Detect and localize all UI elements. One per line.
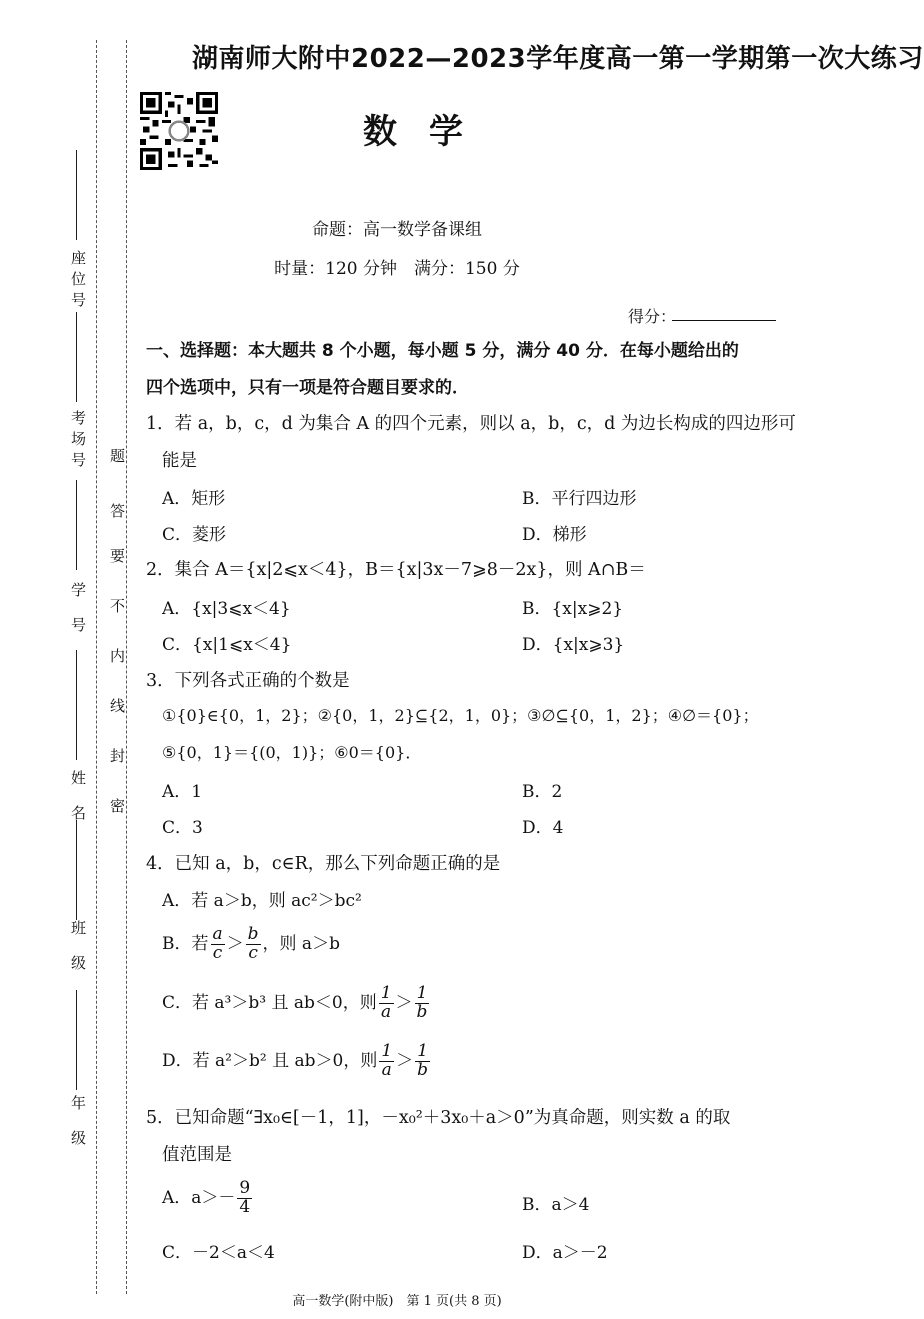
q5-stem-cont: 值范围是	[162, 1145, 232, 1165]
q5-option-c: C．－2＜a＜4	[162, 1243, 275, 1263]
fraction: $\frac{1}{a}$	[380, 983, 392, 1022]
seal-char: 不	[110, 597, 126, 615]
q2-stem: 2．集合 A＝{x|2⩽x＜4}，B＝{x|3x－7⩾8－2x}，则 A∩B＝	[146, 560, 646, 580]
q3-option-d: D．4	[522, 818, 564, 838]
q1-option-b: B．平行四边形	[522, 489, 637, 509]
fraction: $\frac{a}{c}$	[212, 924, 223, 963]
section-heading: 一、选择题：本大题共 8 个小题，每小题 5 分，满分 40 分．在每小题给出的	[146, 341, 739, 361]
time-score-line: 时量：120 分钟 满分：150 分	[274, 259, 520, 279]
q3-option-c: C．3	[162, 818, 203, 838]
seal-char: 封	[110, 747, 126, 765]
subject-title: 数学	[363, 112, 495, 152]
fraction: $\frac{1}{b}$	[417, 1041, 429, 1080]
exam-room-label: 考场号	[69, 410, 87, 473]
q5-option-b: B．a＞4	[522, 1195, 590, 1215]
q1-stem: 1．若 a，b，c，d 为集合 A 的四个元素，则以 a，b，c，d 为边长构成的四边形可	[146, 414, 796, 434]
seal-char: 密	[110, 797, 126, 815]
q5-stem: 5．已知命题“∃x₀∈[－1，1]，－x₀²＋3x₀＋a＞0”为真命题，则实数 a 的取	[146, 1108, 731, 1128]
fraction: $\frac{9}{4}$	[239, 1178, 251, 1217]
q2-option-d: D．{x|x⩾3}	[522, 635, 625, 655]
q1-option-c: C．菱形	[162, 525, 227, 545]
seal-char: 线	[110, 697, 126, 715]
q1-stem-cont: 能是	[162, 451, 197, 471]
grade-blank	[76, 990, 77, 1090]
seal-char: 内	[110, 647, 126, 665]
q4-option-c: C．若 a³＞b³ 且 ab＜0，则 $\frac{1}{a}$ ＞ $\frac{1}{b}$	[162, 983, 428, 1022]
fraction: $\frac{b}{c}$	[247, 924, 259, 963]
class-label: 班级	[69, 920, 87, 990]
q1-option-a: A．矩形	[162, 489, 226, 509]
q2-option-c: C．{x|1⩽x＜4}	[162, 635, 292, 655]
fraction: $\frac{1}{b}$	[416, 983, 428, 1022]
binding-margin	[0, 0, 140, 1319]
q4-option-b: B．若 $\frac{a}{c}$ ＞ $\frac{b}{c}$ ，则 a＞b	[162, 924, 340, 963]
seal-char: 答	[110, 502, 126, 520]
student-no-blank	[76, 480, 77, 570]
q3-option-a: A．1	[162, 782, 203, 802]
section-heading-cont: 四个选项中，只有一项是符合题目要求的．	[146, 378, 469, 398]
q1-option-d: D．梯形	[522, 525, 587, 545]
score-label: 得分：	[628, 307, 677, 326]
q5-option-d: D．a＞－2	[522, 1243, 608, 1263]
exam-room-blank	[76, 312, 77, 402]
q3-statements-1: ①{0}∈{0，1，2}；②{0，1，2}⊆{2，1，0}；③∅⊆{0，1，2}；④∅＝{0}；	[162, 706, 759, 725]
name-blank	[76, 650, 77, 760]
q3-stem: 3．下列各式正确的个数是	[146, 671, 350, 691]
seat-label: 座位号	[69, 250, 87, 313]
grade-label: 年级	[69, 1095, 87, 1165]
q4-option-a: A．若 a＞b，则 ac²＞bc²	[162, 891, 362, 911]
q5-option-a: A．a＞－ $\frac{9}{4}$	[162, 1178, 251, 1217]
student-no-label: 学号	[69, 582, 87, 652]
name-label: 姓名	[69, 770, 87, 840]
q4-stem: 4．已知 a，b，c∈R，那么下列命题正确的是	[146, 854, 501, 874]
q3-statements-2: ⑤{0，1}＝{(0，1)}；⑥0＝{0}．	[162, 743, 422, 762]
q2-option-a: A．{x|3⩽x＜4}	[162, 599, 291, 619]
seal-char: 题	[110, 447, 126, 465]
page-footer: 高一数学(附中版) 第 1 页(共 8 页)	[292, 1294, 502, 1309]
exam-title: 湖南师大附中2022—2023学年度高一第一学期第一次大练习	[192, 44, 924, 74]
q3-option-b: B．2	[522, 782, 563, 802]
q2-option-b: B．{x|x⩾2}	[522, 599, 624, 619]
seal-char: 要	[110, 547, 126, 565]
q4-option-d: D．若 a²＞b² 且 ab＞0，则 $\frac{1}{a}$ ＞ $\frac{1}{b}$	[162, 1041, 429, 1080]
score-blank	[672, 320, 776, 321]
class-blank	[76, 820, 77, 920]
fraction: $\frac{1}{a}$	[381, 1041, 393, 1080]
author-line: 命题：高一数学备课组	[312, 220, 482, 240]
